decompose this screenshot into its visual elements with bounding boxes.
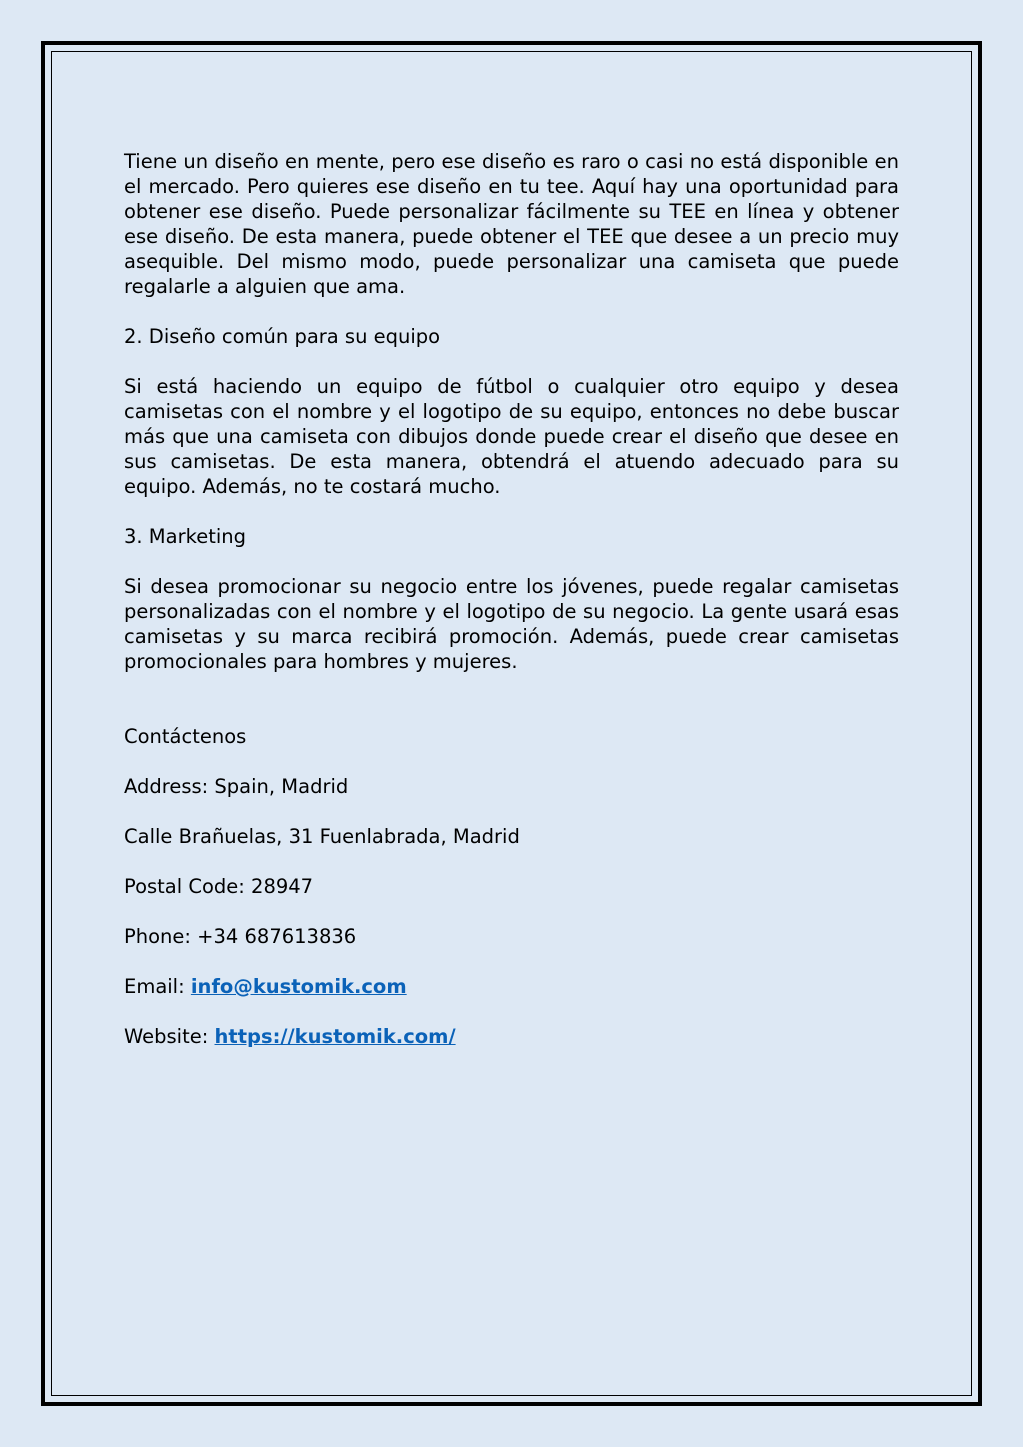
- intro-paragraph: Tiene un diseño en mente, pero ese diseño es raro o casi no está disponible en el mercado. Pero quieres ese diseño en tu tee. Aquí hay una oportunidad para obtener ese diseño. Puede personalizar fácilmente su TEE en línea y obtener ese diseño. De esta manera, puede obtener el TEE que desee a un precio muy asequible. Del mismo modo, puede personalizar una camiseta que puede regalarle a alguien que ama.: [124, 150, 899, 298]
- website-link[interactable]: https://kustomik.com/: [214, 1025, 456, 1048]
- email-link[interactable]: info@kustomik.com: [190, 975, 407, 998]
- section-heading-marketing: 3. Marketing: [124, 525, 246, 548]
- contact-street: Calle Brañuelas, 31 Fuenlabrada, Madrid: [124, 825, 520, 848]
- email-label: Email:: [124, 975, 191, 998]
- contact-address: Address: Spain, Madrid: [124, 775, 349, 798]
- marketing-paragraph: Si desea promocionar su negocio entre los jóvenes, puede regalar camisetas personalizadas con el nombre y el logotipo de su negocio. La gente usará esas camisetas y su marca recibirá promoción. Además, puede crear camisetas promocionales para hombres y mujeres.: [124, 575, 899, 673]
- spacer: [124, 699, 899, 724]
- document-body: [124, 149, 899, 1074]
- contact-postal-code: Postal Code: 28947: [124, 875, 314, 898]
- website-label: Website:: [124, 1025, 215, 1048]
- contact-heading: Contáctenos: [124, 725, 247, 748]
- contact-phone: Phone: +34 687613836: [124, 925, 357, 948]
- contact-email-line: [124, 974, 899, 999]
- contact-website-line: [124, 1024, 899, 1049]
- section-heading-team-design: 2. Diseño común para su equipo: [124, 325, 441, 348]
- team-design-paragraph: Si está haciendo un equipo de fútbol o cualquier otro equipo y desea camisetas con el nombre y el logotipo de su equipo, entonces no debe buscar más que una camiseta con dibujos donde puede crear el diseño que desee en sus camisetas. De esta manera, obtendrá el atuendo adecuado para su equipo. Además, no te costará mucho.: [124, 375, 899, 498]
